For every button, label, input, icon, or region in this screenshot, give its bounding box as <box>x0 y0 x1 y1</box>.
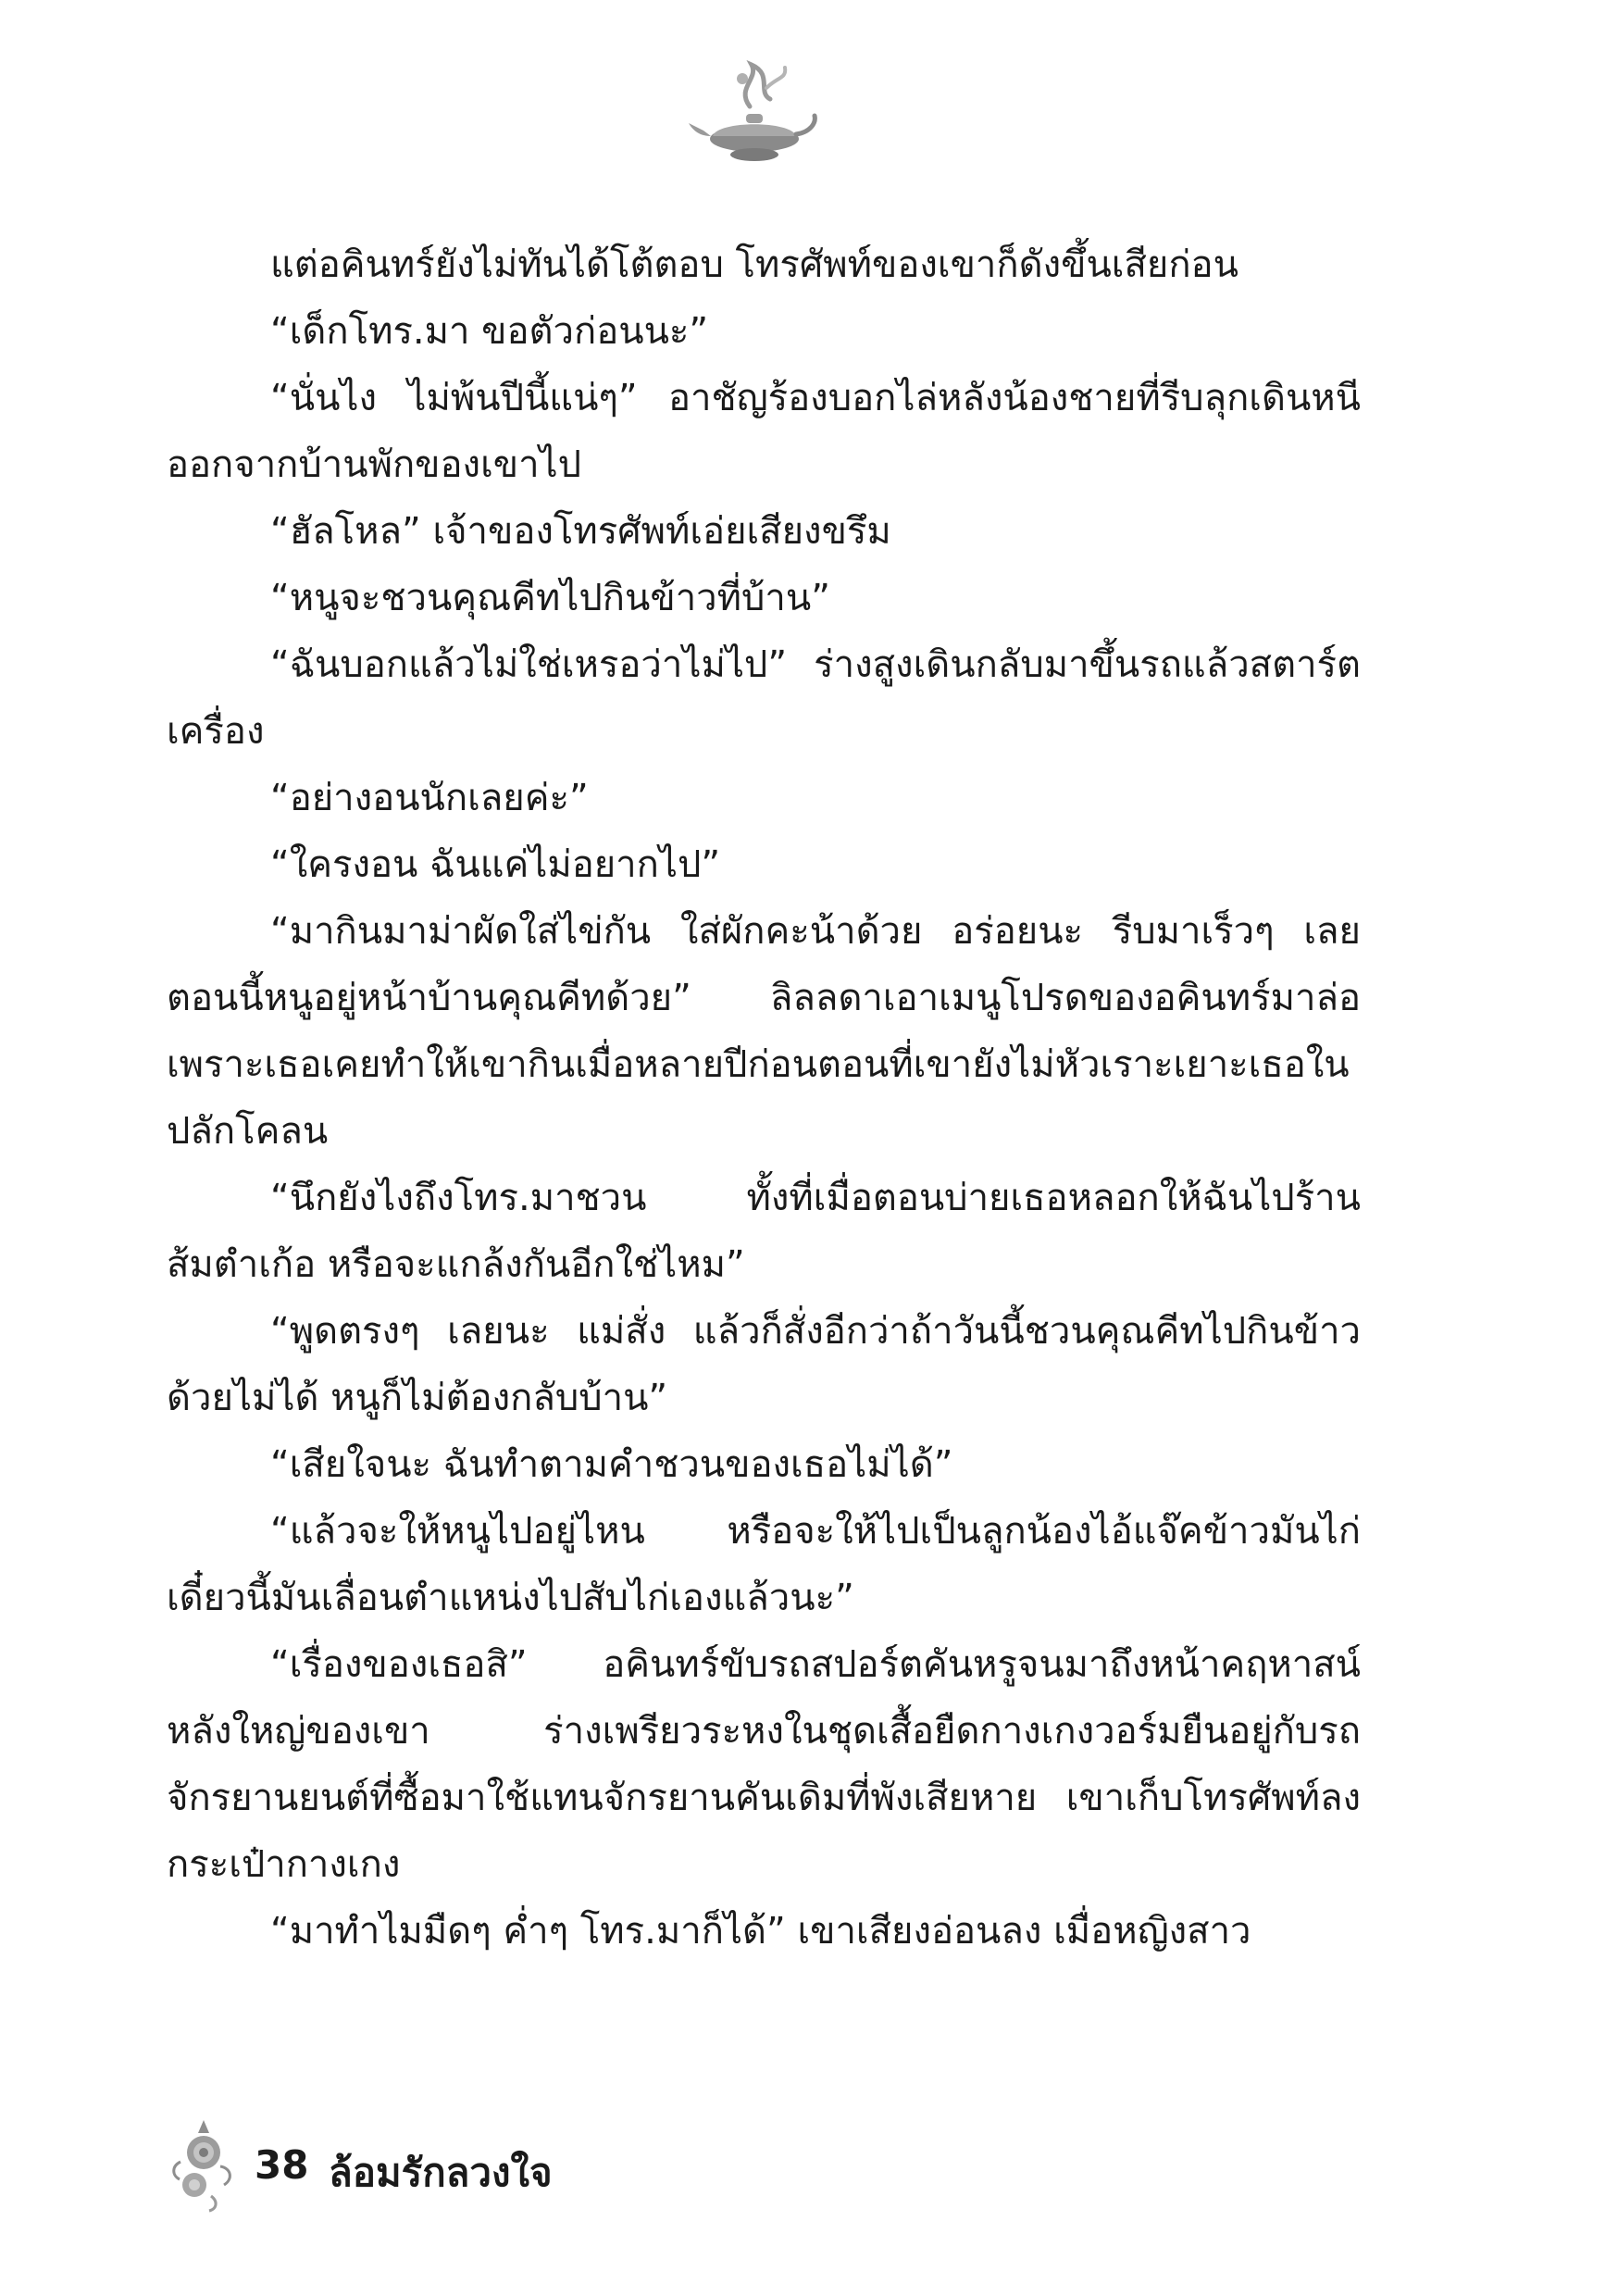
paragraph: “เรื่องของเธอสิ” อคินทร์ขับรถสปอร์ตคันหรูจนมาถึงหน้าคฤหาสน์หลังใหญ่ของเขา ร่างเพรียวระหงในชุดเสื้อยืดกางเกงวอร์มยืนอยู่กับรถจักรยานยนต์ที่ซื้อมาใช้แทนจักรยานคันเดิมที่พังเสียหาย เขาเก็บโทรศัพท์ลงกระเป๋ากางเกง <box>167 1643 1361 1886</box>
paragraph: “พูดตรงๆ เลยนะ แม่สั่ง แล้วก็สั่งอีกว่าถ้าวันนี้ชวนคุณคีทไปกินข้าวด้วยไม่ได้ หนูก็ไม่ต้องกลับบ้าน” <box>167 1310 1361 1419</box>
paragraph: “ฉันบอกแล้วไม่ใช่เหรอว่าไม่ไป” ร่างสูงเดินกลับมาขึ้นรถแล้วสตาร์ตเครื่อง <box>167 643 1361 753</box>
paragraph: “เด็กโทร.มา ขอตัวก่อนนะ” <box>270 310 709 353</box>
paragraph: “มากินมาม่าผัดใส่ไข่กัน ใส่ผักคะน้าด้วย อร่อยนะ รีบมาเร็วๆ เลย ตอนนี้หนูอยู่หน้าบ้านคุณคีทด้วย” ลิลลดาเอาเมนูโปรดของอคินทร์มาล่อ เพราะเธอเคยทำให้เขากินเมื่อหลายปีก่อนตอนที่เขายังไม่หัวเราะเยาะเธอในปลักโคลน <box>167 910 1361 1153</box>
paragraph: “ฮัลโหล” เจ้าของโทรศัพท์เอ่ยเสียงขรึม <box>270 510 891 553</box>
page-body <box>167 231 1361 1965</box>
rose-ornament-icon <box>167 2111 241 2213</box>
paragraph: แต่อคินทร์ยังไม่ทันได้โต้ตอบ โทรศัพท์ของเขาก็ดังขึ้นเสียก่อน <box>270 243 1238 286</box>
paragraph: “นึกยังไงถึงโทร.มาชวน ทั้งที่เมื่อตอนบ่ายเธอหลอกให้ฉันไปร้านส้มตำเก้อ หรือจะแกล้งกันอีกใช่ไหม” <box>167 1177 1361 1286</box>
paragraph: “แล้วจะให้หนูไปอยู่ไหน หรือจะให้ไปเป็นลูกน้องไอ้แจ๊คข้าวมันไก่เดี๋ยวนี้มันเลื่อนตำแหน่งไปสับไก่เองแล้วนะ” <box>167 1510 1361 1619</box>
paragraph: “เสียใจนะ ฉันทำตามคำชวนของเธอไม่ได้” <box>270 1443 953 1486</box>
magic-lamp-icon <box>685 51 824 171</box>
paragraph: “หนูจะชวนคุณคีทไปกินข้าวที่บ้าน” <box>270 577 830 619</box>
book-title: ล้อมรักลวงใจ <box>329 2150 553 2195</box>
page-number: 38 <box>255 2142 309 2188</box>
paragraph: “ใครงอน ฉันแค่ไม่อยากไป” <box>270 843 721 886</box>
paragraph: “อย่างอนนักเลยค่ะ” <box>270 777 589 819</box>
page-footer <box>167 2111 722 2213</box>
paragraph: “นั่นไง ไม่พ้นปีนี้แน่ๆ” อาชัญร้องบอกไล่หลังน้องชายที่รีบลุกเดินหนีออกจากบ้านพักของเขาไป <box>167 377 1361 486</box>
paragraph: “มาทำไมมืดๆ ค่ำๆ โทร.มาก็ได้” เขาเสียงอ่อนลง เมื่อหญิงสาว <box>270 1910 1251 1953</box>
